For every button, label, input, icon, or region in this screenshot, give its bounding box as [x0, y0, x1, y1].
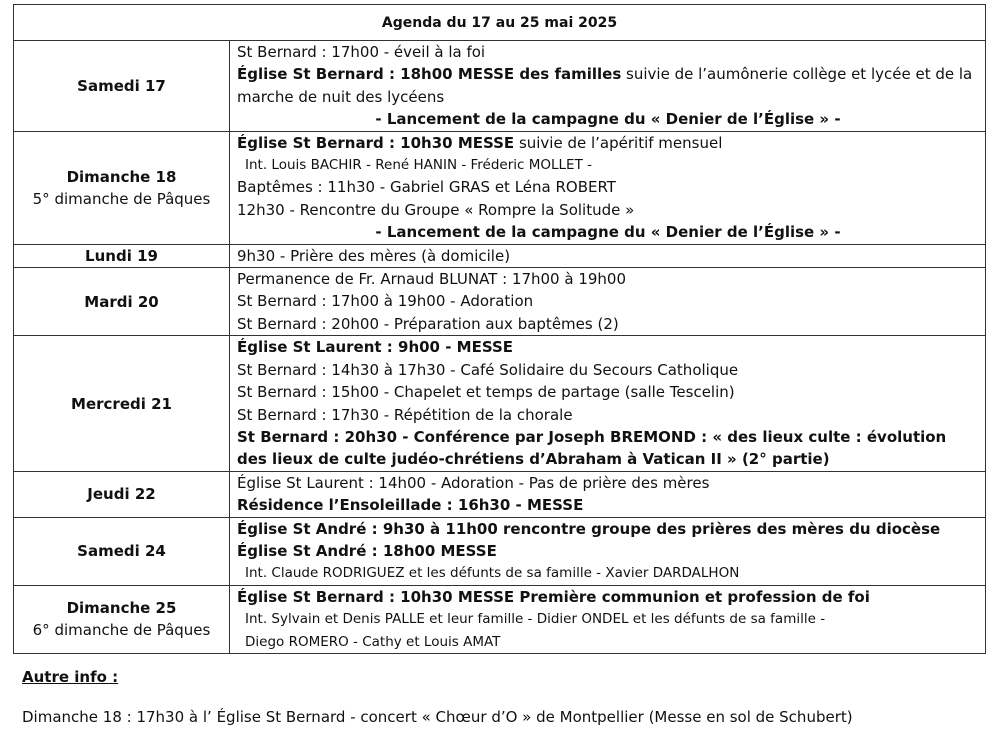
agenda-body — [14, 41, 986, 654]
event-text: St Bernard : 20h00 - Préparation aux baptêmes (2) — [237, 314, 619, 333]
event-text: Église St Laurent : 14h00 - Adoration - Pas de prière des mères — [237, 473, 710, 492]
event-text-bold: Résidence l’Ensoleillade : 16h30 - MESSE — [237, 496, 584, 515]
event-text: Diego ROMERO - Cathy et Louis AMAT — [245, 633, 501, 650]
event-text: suivie de l’aumônerie collège et lycée et de la marche de nuit des lycéens — [237, 65, 973, 106]
event-text: Int. Sylvain et Denis PALLE et leur famille - Didier ONDEL et les défunts de sa famille - — [245, 611, 826, 628]
event-line — [237, 63, 979, 108]
other-info-text: Dimanche 18 : 17h30 à l’ Église St Bernard - concert « Chœur d’O » de Montpellier (Messe en sol de Schubert) — [22, 708, 853, 726]
event-line — [237, 540, 979, 562]
day-name: Samedi 17 — [77, 76, 166, 95]
agenda-row — [14, 517, 986, 585]
event-line — [237, 268, 979, 290]
event-text-bold: Église St Bernard : 18h00 MESSE des familles — [237, 65, 622, 84]
event-line — [237, 404, 979, 426]
event-line — [237, 221, 979, 243]
event-line — [237, 41, 979, 63]
event-text: St Bernard : 15h00 - Chapelet et temps de partage (salle Tescelin) — [237, 383, 735, 402]
event-text-bold: Église St Bernard : 10h30 MESSE — [237, 133, 515, 152]
event-text: St Bernard : 17h00 à 19h00 - Adoration — [237, 292, 534, 311]
event-line — [237, 518, 979, 540]
events-cell — [230, 268, 986, 336]
event-line — [237, 631, 979, 653]
day-name: Dimanche 18 — [66, 167, 177, 186]
event-text: 12h30 - Rencontre du Groupe « Rompre la Solitude » — [237, 200, 635, 219]
agenda-row — [14, 336, 986, 471]
events-cell — [230, 585, 986, 653]
agenda-row — [14, 41, 986, 132]
event-line — [237, 154, 979, 176]
event-text: Permanence de Fr. Arnaud BLUNAT : 17h00 à 19h00 — [237, 270, 627, 289]
day-cell — [14, 131, 230, 244]
event-line — [237, 108, 979, 130]
day-cell — [14, 336, 230, 471]
event-text-bold: Église St André : 9h30 à 11h00 rencontre groupe des prières des mères du diocèse — [237, 519, 941, 538]
day-name: Mardi 20 — [84, 292, 159, 311]
event-line — [237, 132, 979, 154]
day-cell — [14, 585, 230, 653]
agenda-row — [14, 244, 986, 267]
event-line — [237, 494, 979, 516]
agenda-title: Agenda du 17 au 25 mai 2025 — [14, 5, 986, 41]
events-cell — [230, 41, 986, 132]
agenda-table — [13, 4, 986, 654]
event-text-bold: Église St Laurent : 9h00 - MESSE — [237, 338, 514, 357]
event-text: St Bernard : 17h30 - Répétition de la chorale — [237, 405, 573, 424]
event-text: suivie de l’apéritif mensuel — [514, 133, 723, 152]
day-name: Samedi 24 — [77, 542, 166, 561]
event-line — [237, 199, 979, 221]
event-line — [237, 562, 979, 584]
event-text: St Bernard : 17h00 - éveil à la foi — [237, 43, 486, 61]
day-name: Jeudi 22 — [87, 485, 156, 504]
event-line — [237, 313, 979, 335]
event-text-bold: Église St André : 18h00 MESSE — [237, 541, 497, 560]
events-cell — [230, 517, 986, 585]
day-name: Dimanche 25 — [66, 599, 177, 618]
event-line — [237, 608, 979, 630]
event-line — [237, 290, 979, 312]
agenda-row — [14, 585, 986, 653]
event-line — [237, 426, 979, 471]
event-text: 9h30 - Prière des mères (à domicile) — [237, 246, 511, 265]
other-info-heading: Autre info : — [22, 668, 119, 686]
day-cell — [14, 244, 230, 267]
events-cell — [230, 131, 986, 244]
event-text: Int. Claude RODRIGUEZ et les défunts de sa famille - Xavier DARDALHON — [245, 565, 740, 582]
day-name: Lundi 19 — [85, 246, 158, 265]
agenda-row — [14, 131, 986, 244]
day-name: Mercredi 21 — [71, 394, 172, 413]
agenda-row — [14, 471, 986, 517]
event-text: Int. Louis BACHIR - René HANIN - Fréderic MOLLET - — [245, 157, 592, 174]
agenda-row — [14, 268, 986, 336]
events-cell — [230, 471, 986, 517]
event-text: St Bernard : 14h30 à 17h30 - Café Solidaire du Secours Catholique — [237, 360, 739, 379]
event-line — [237, 336, 979, 358]
events-cell — [230, 244, 986, 267]
event-line — [237, 381, 979, 403]
day-subtitle: 6° dimanche de Pâques — [32, 621, 211, 640]
event-text-bold: - Lancement de la campagne du « Denier de l’Église » - — [375, 223, 841, 242]
events-cell — [230, 336, 986, 471]
event-line — [237, 472, 979, 494]
event-text: Baptêmes : 11h30 - Gabriel GRAS et Léna ROBERT — [237, 178, 616, 197]
event-line — [237, 176, 979, 198]
day-cell — [14, 41, 230, 132]
day-subtitle: 5° dimanche de Pâques — [32, 189, 211, 208]
day-cell — [14, 268, 230, 336]
event-line — [237, 359, 979, 381]
day-cell — [14, 517, 230, 585]
event-text-bold: St Bernard : 20h30 - Conférence par Joseph BREMOND : « des lieux culte : évolution des lieux de culte judéo-chrétiens d’Abraham à Vatican II » (2° partie) — [237, 427, 947, 469]
event-text-bold: - Lancement de la campagne du « Denier de l’Église » - — [375, 110, 841, 129]
event-line — [237, 245, 979, 267]
event-text-bold: Église St Bernard : 10h30 MESSE Première communion et profession de foi — [237, 587, 870, 606]
day-cell — [14, 471, 230, 517]
event-line — [237, 586, 979, 608]
